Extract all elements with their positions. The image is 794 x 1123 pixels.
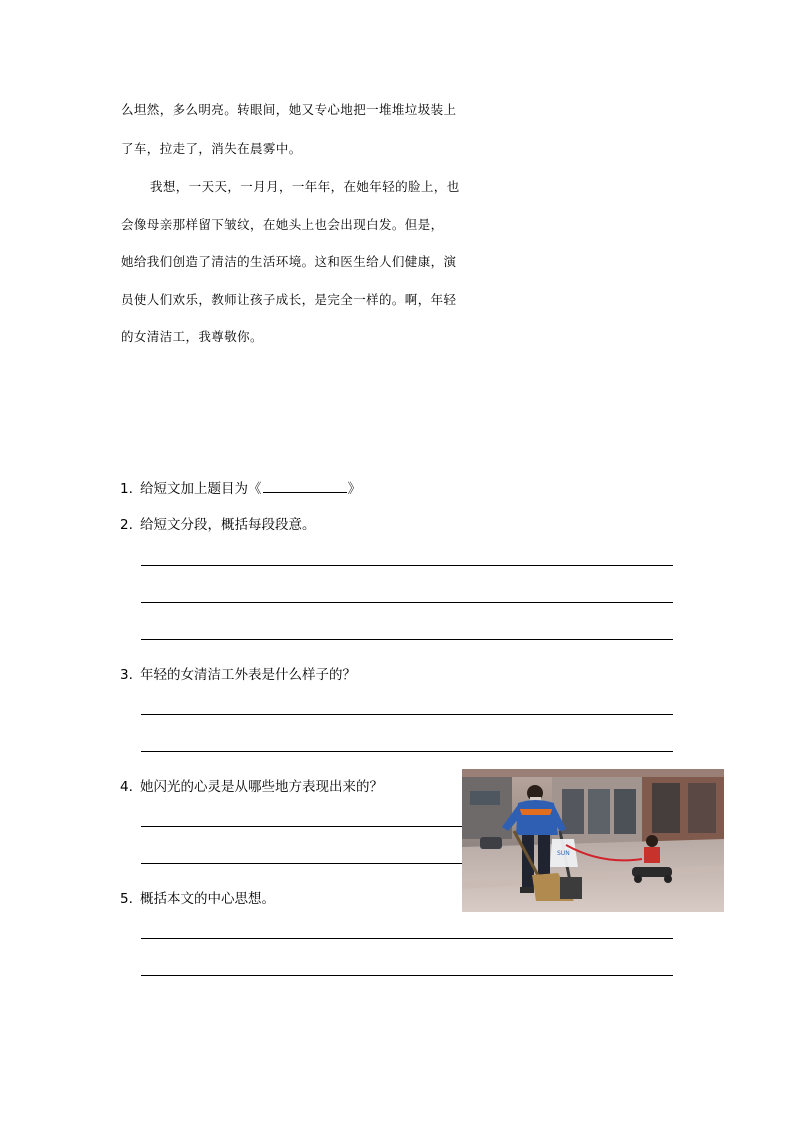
answer-line[interactable] bbox=[141, 863, 462, 864]
question-text: 年轻的女清洁工外表是什么样子的？ bbox=[140, 667, 356, 683]
question-number: 2. bbox=[120, 517, 133, 533]
question-text: 概括本文的中心思想。 bbox=[140, 891, 275, 907]
question-1 bbox=[120, 477, 361, 497]
answer-line[interactable] bbox=[141, 975, 673, 976]
answer-line[interactable] bbox=[141, 714, 673, 715]
passage-line: 我想，一天天，一月月，一年年，在她年轻的脸上，也 bbox=[150, 179, 460, 194]
passage-line: 了车，拉走了，消失在晨雾中。 bbox=[121, 141, 302, 156]
passage-line: 员使人们欢乐，教师让孩子成长，是完全一样的。啊，年轻 bbox=[121, 292, 457, 307]
answer-line[interactable] bbox=[141, 602, 673, 603]
answer-line[interactable] bbox=[141, 938, 673, 939]
passage-line: 的女清洁工，我尊敬你。 bbox=[121, 329, 263, 344]
answer-line[interactable] bbox=[141, 826, 462, 827]
question-text: 她闪光的心灵是从哪些地方表现出来的？ bbox=[140, 779, 383, 795]
answer-line[interactable] bbox=[141, 751, 673, 752]
question-2 bbox=[120, 513, 316, 533]
street-cleaner-photo bbox=[462, 769, 724, 912]
question-text-end: 》 bbox=[347, 481, 361, 497]
passage-line: 会像母亲那样留下皱纹，在她头上也会出现白发。但是， bbox=[121, 217, 444, 232]
question-number: 5. bbox=[120, 891, 133, 907]
passage-line: 她给我们创造了清洁的生活环境。这和医生给人们健康，演 bbox=[121, 254, 457, 269]
question-number: 3. bbox=[120, 667, 133, 683]
answer-line[interactable] bbox=[141, 639, 673, 640]
question-number: 1. bbox=[120, 481, 133, 497]
question-number: 4. bbox=[120, 779, 133, 795]
question-text: 给短文加上题目为《 bbox=[140, 481, 262, 497]
question-3 bbox=[120, 663, 356, 683]
passage-line: 么坦然，多么明亮。转眼间，她又专心地把一堆堆垃圾装上 bbox=[121, 102, 457, 117]
question-text: 给短文分段，概括每段段意。 bbox=[140, 517, 316, 533]
bag-label: SUN bbox=[557, 850, 570, 857]
answer-line[interactable] bbox=[141, 565, 673, 566]
question-5 bbox=[120, 887, 275, 907]
title-answer-blank[interactable] bbox=[263, 480, 347, 493]
question-4 bbox=[120, 775, 383, 795]
